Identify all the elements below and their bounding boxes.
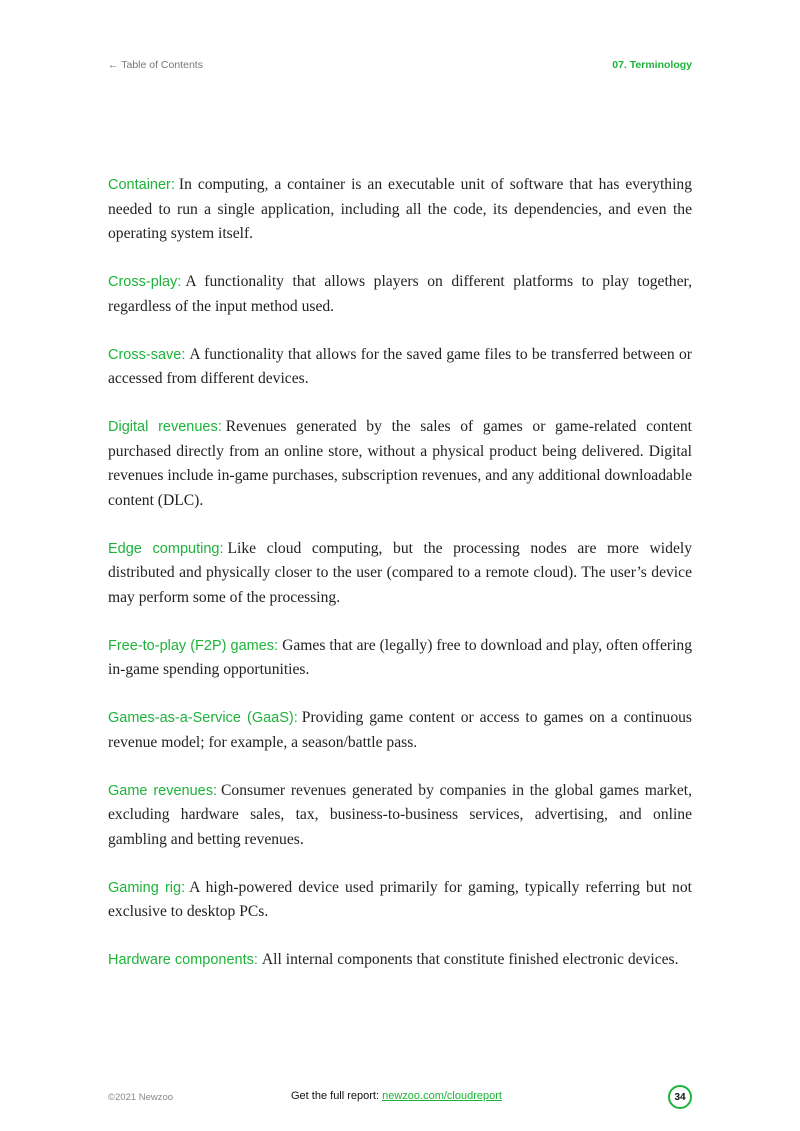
term: Free-to-play (F2P) games: <box>108 637 279 654</box>
entry-f2p <box>108 634 692 683</box>
definition: A functionality that allows players on different platforms to play together, regardless of the input method used. <box>108 273 692 315</box>
definition: Revenues generated by the sales of games or game-related content purchased directly from an online store, without a physical product being delivered. Digital revenues include in-game purchases, subscription revenues, and any additional downloadable content (DLC). <box>108 418 692 509</box>
page-number: 34 <box>668 1085 692 1109</box>
term: Hardware components: <box>108 952 258 968</box>
full-report-cta <box>291 1090 502 1102</box>
cta-label: Get the full report: <box>291 1090 380 1102</box>
definition: Games that are (legally) free to download and play, often offering in-game spending opportunities. <box>108 636 692 678</box>
entry-hardware-components <box>108 948 692 973</box>
report-link[interactable]: newzoo.com/cloudreport <box>382 1090 502 1102</box>
definition: Like cloud computing, but the processing nodes are more widely distributed and physically closer to the user (compared to a remote cloud). The user’s device may perform some of the processing. <box>108 539 692 606</box>
entry-gaming-rig <box>108 876 692 925</box>
entry-gaas <box>108 706 692 755</box>
definition: A high-powered device used primarily for gaming, typically referring but not exclusive to desktop PCs. <box>108 878 692 920</box>
definition: In computing, a container is an executable unit of software that has everything needed to run a single application, including all the code, its dependencies, and even the operating system itself. <box>108 176 692 242</box>
term: Cross-save: <box>108 346 186 363</box>
terminology-list <box>108 173 692 996</box>
term: Cross-play: <box>108 274 182 290</box>
term: Games-as-a-Service (GaaS): <box>108 710 298 726</box>
entry-cross-play <box>108 270 692 319</box>
entry-digital-revenues <box>108 415 692 513</box>
entry-game-revenues <box>108 779 692 853</box>
section-title: 07. Terminology <box>612 59 692 71</box>
entry-cross-save <box>108 343 692 392</box>
entry-edge-computing <box>108 537 692 611</box>
term: Gaming rig: <box>108 879 186 896</box>
definition: A functionality that allows for the saved game files to be transferred between or accessed from different devices. <box>108 345 692 387</box>
term: Game revenues: <box>108 782 218 799</box>
term: Edge computing: <box>108 540 224 557</box>
table-of-contents-link[interactable]: ← Table of Contents <box>108 59 203 71</box>
definition: Consumer revenues generated by companies in the global games market, excluding hardware sales, tax, business-to-business services, advertising, and online gambling and betting revenues. <box>108 781 692 848</box>
term: Digital revenues: <box>108 419 222 435</box>
definition: All internal components that constitute finished electronic devices. <box>261 951 679 968</box>
definition: Providing game content or access to games on a continuous revenue model; for example, a season/battle pass. <box>108 709 693 751</box>
entry-container <box>108 173 692 247</box>
term: Container: <box>108 177 175 193</box>
copyright: ©2021 Newzoo <box>108 1092 174 1103</box>
